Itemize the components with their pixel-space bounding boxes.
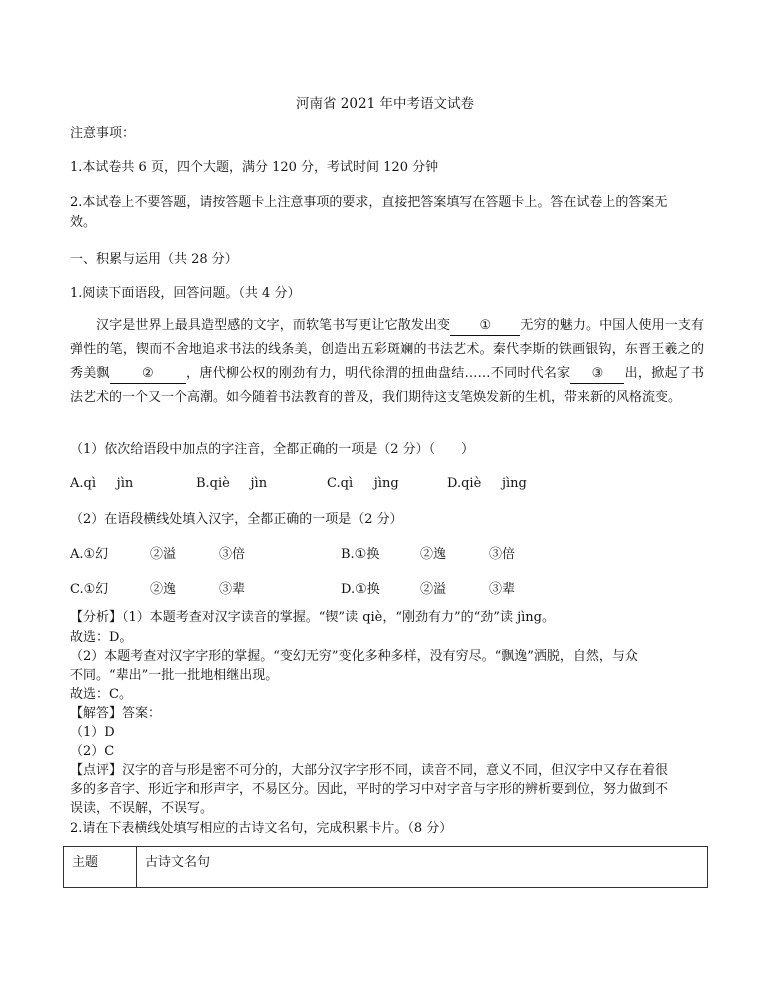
blank-1: ① [450, 317, 520, 336]
notice-item-1: 1.本试卷共 6 页，四个大题，满分 120 分，考试时间 120 分钟 [70, 160, 439, 175]
option-a [70, 476, 133, 491]
comment-line: 误读，不误解，不误写。 [70, 801, 214, 816]
answer-heading: 【解答】答案： [70, 706, 162, 721]
analysis-line: 不同。“辈出”一批一批地相继出现。 [70, 668, 279, 683]
accumulation-card-table [63, 846, 708, 888]
option-d-part: ②溢 [420, 582, 447, 597]
page-title: 河南省 2021 年中考语文试卷 [296, 96, 474, 112]
answer-line: （2）C [70, 744, 115, 759]
option-c-part: ②逸 [150, 582, 177, 597]
analysis-line: （2）本题考查对汉字字形的掌握。“变幻无穷”变化多种多样，没有穷尽。“飘逸”洒脱，自然，与众 [70, 649, 638, 664]
notice-item-2-line2: 效。 [70, 215, 97, 230]
answer-line: （1）D [70, 725, 115, 740]
option-b-part: ③倍 [489, 547, 516, 562]
passage-text: 汉字是世界上最具造型感的文字，而软笔书写更让它散发出变 [96, 318, 451, 333]
option-d [447, 476, 527, 491]
option-label: D.qiè [447, 476, 482, 491]
question-2-stem: 2.请在下表横线处填写相应的古诗文名句，完成积累卡片。（8 分） [70, 821, 453, 836]
option-label: A.qì [70, 476, 96, 491]
blank-2: ② [110, 365, 186, 384]
notice-heading: 注意事项： [70, 126, 136, 141]
passage-text: ，唐代柳公权的刚劲有力，明代徐渭的扭曲盘结……不同时代名家 [185, 366, 571, 381]
option-b: B.①换 [341, 547, 380, 562]
option-pinyin: jìng [373, 476, 399, 491]
option-c-part: ③辈 [219, 582, 246, 597]
notice-item-2-line1: 2.本试卷上不要答题，请按答题卡上注意事项的要求，直接把答案填写在答题卡上。答在试卷上的答案无 [70, 195, 668, 210]
blank-3: ③ [570, 365, 624, 384]
option-a-part: ②溢 [150, 547, 177, 562]
analysis-line: 故选：D。 [70, 630, 133, 645]
option-c [327, 476, 399, 491]
option-b [196, 476, 267, 491]
passage-text: 出，掀起了书法艺术的一个又一个高潮。如今随着书法教育的普及，我们期待这支笔焕发新的生机，带来新的风格流变。 [70, 366, 704, 405]
analysis-line: 【分析】（1）本题考查对汉字读音的掌握。“锲”读 qiè，“刚劲有力”的“劲”读 jìng。 [70, 610, 555, 625]
sub-question-2-stem: （2）在语段横线处填入汉字，全都正确的一项是（2 分） [70, 512, 403, 527]
analysis-line: 故选：C。 [70, 687, 132, 702]
passage-text: 无穷的魅力。中国人使用一支有弹性的笔，锲而不舍地追求书法的线条美，创造出五彩斑斓的书法艺术。秦代李斯的铁画银钩，东晋王羲之的秀美飘 [70, 318, 704, 381]
option-d-part: ③辈 [489, 582, 516, 597]
comment-line: 【点评】汉字的音与形是密不可分的，大部分汉字字形不同，读音不同，意义不同，但汉字中又存在着很 [70, 763, 669, 778]
question-1-stem: 1.阅读下面语段，回答问题。（共 4 分） [70, 286, 301, 301]
comment-line: 多的多音字、形近字和形声字，不易区分。因此，平时的学习中对字音与字形的辨析要到位，努力做到不 [70, 782, 669, 797]
sub-question-1-stem: （1）依次给语段中加点的字注音，全都正确的一项是（2 分）（ ） [70, 442, 475, 457]
option-c: C.①幻 [70, 582, 109, 597]
option-d: D.①换 [341, 582, 380, 597]
table-header-quotes: 古诗文名句 [137, 847, 708, 888]
option-a: A.①幻 [70, 547, 109, 562]
option-pinyin: jìn [116, 476, 134, 491]
reading-passage [70, 314, 704, 410]
option-a-part: ③倍 [219, 547, 246, 562]
option-pinyin: jìn [250, 476, 268, 491]
option-label: B.qiè [196, 476, 230, 491]
table-row [64, 847, 708, 888]
option-pinyin: jìng [501, 476, 527, 491]
option-b-part: ②逸 [420, 547, 447, 562]
option-label: C.qì [327, 476, 354, 491]
section-heading: 一、积累与运用（共 28 分） [70, 252, 238, 267]
table-header-theme: 主题 [64, 847, 137, 888]
